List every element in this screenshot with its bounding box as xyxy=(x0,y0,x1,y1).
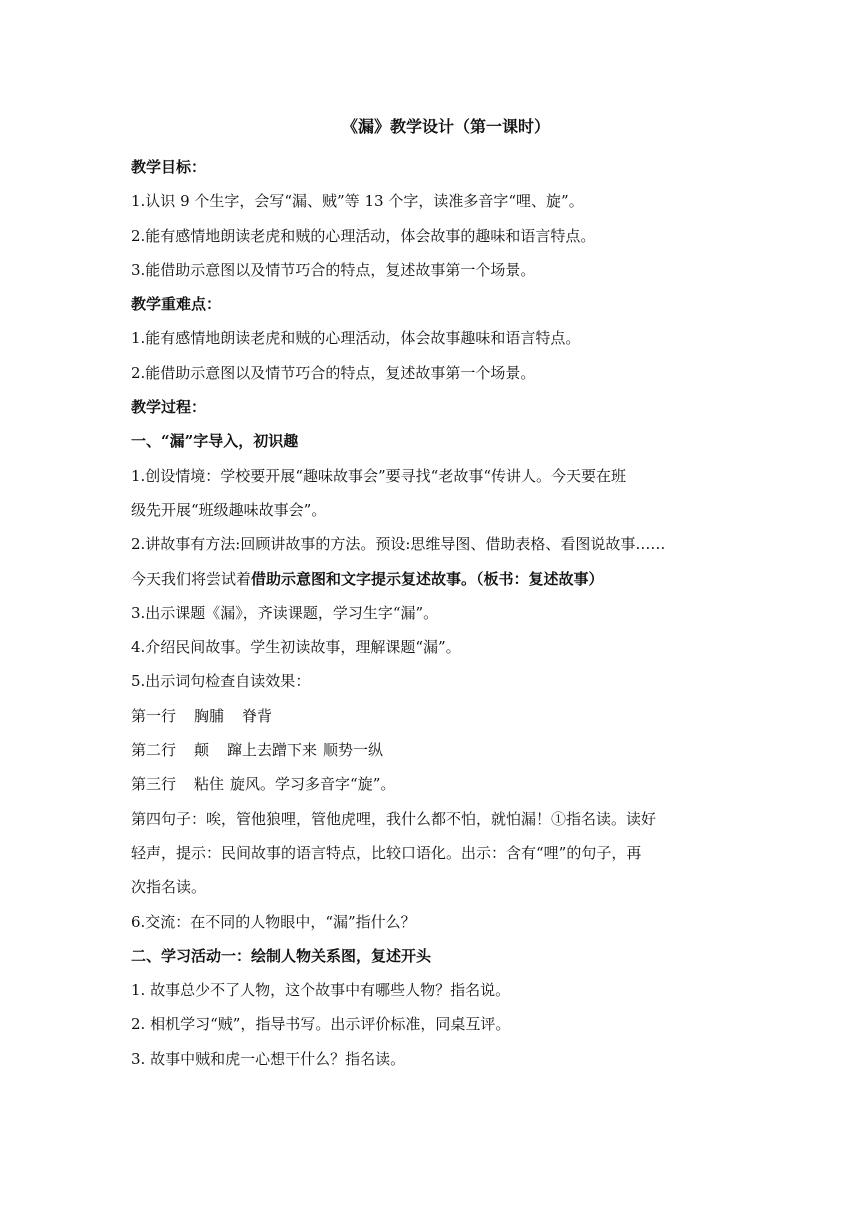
section1-item2-line2 xyxy=(131,562,731,596)
section2-item-3: 3. 故事中贼和虎一心想干什么？指名读。 xyxy=(131,1049,406,1068)
sentence-row-4-line1: 第四句子：唉，管他狼哩，管他虎哩，我什么都不怕，就怕漏！①指名读。读好 xyxy=(131,809,657,828)
word-row-1-word-1: 胸脯 xyxy=(194,706,225,725)
word-row-1-label: 第一行 xyxy=(131,706,177,725)
goals-heading: 教学目标： xyxy=(131,158,207,176)
word-row-2-word-3: 顺势一纵 xyxy=(323,741,384,760)
section1-item5: 5.出示词句检查自读效果： xyxy=(131,672,311,691)
key-point-item-1: 1.能有感情地朗读老虎和贼的心理活动，体会故事趣味和语言特点。 xyxy=(131,329,581,348)
section1-item2-line1: 2.讲故事有方法:回顾讲故事的方法。预设:思维导图、借助表格、看图说故事…… xyxy=(131,535,666,554)
section1-item2-text: 今天我们将尝试着 xyxy=(131,569,252,588)
word-row-2-word-2: 蹿上去蹭下来 xyxy=(227,741,318,760)
section1-item1-line2: 级先开展“班级趣味故事会”。 xyxy=(131,500,327,519)
page-title: 《漏》教学设计（第一课时） xyxy=(341,117,550,136)
word-row-3-word-2: 旋风。学习多音字“旋”。 xyxy=(230,775,396,794)
key-point-item-2: 2.能借助示意图以及情节巧合的特点，复述故事第一个场景。 xyxy=(131,363,536,382)
goal-item-1: 1.认识 9 个生字，会写“漏、贼”等 13 个字，读准多音字“哩、旋”。 xyxy=(131,192,584,211)
process-heading: 教学过程： xyxy=(131,398,207,417)
word-row-1 xyxy=(131,699,731,733)
word-row-3 xyxy=(131,767,731,801)
document-page xyxy=(131,116,731,1076)
word-row-2 xyxy=(131,733,731,767)
section1-item4: 4.介绍民间故事。学生初读故事，理解课题“漏”。 xyxy=(131,638,461,657)
sentence-row-4-line3: 次指名读。 xyxy=(131,878,207,897)
word-row-2-label: 第二行 xyxy=(131,741,177,760)
section2-heading: 二、学习活动一：绘制人物关系图，复述开头 xyxy=(131,946,432,965)
section2-item-2: 2. 相机学习“贼”，指导书写。出示评价标准，同桌互评。 xyxy=(131,1015,511,1034)
section1-item2-emphasis: 借助示意图和文字提示复述故事。（板书：复述故事） xyxy=(251,569,604,588)
word-row-2-word-1: 颠 xyxy=(194,741,210,760)
word-row-3-word-1: 粘住 xyxy=(194,775,225,794)
key-points-heading: 教学重难点： xyxy=(131,295,222,314)
section1-heading: 一、“漏”字导入，初识趣 xyxy=(131,432,299,451)
goal-item-2: 2.能有感情地朗读老虎和贼的心理活动，体会故事的趣味和语言特点。 xyxy=(131,226,596,245)
goal-item-3: 3.能借助示意图以及情节巧合的特点，复述故事第一个场景。 xyxy=(131,260,536,279)
section1-item3: 3.出示课题《漏》，齐读课题，学习生字“漏”。 xyxy=(131,603,439,622)
section2-item-1: 1. 故事总少不了人物，这个故事中有哪些人物？指名说。 xyxy=(131,981,511,1000)
section1-item1-line1: 1.创设情境：学校要开展“趣味故事会”要寻找“老故事“传讲人。今天要在班 xyxy=(131,466,626,485)
section1-item6: 6.交流：在不同的人物眼中，“漏”指什么？ xyxy=(131,912,416,931)
word-row-3-label: 第三行 xyxy=(131,775,177,794)
word-row-1-word-2: 脊背 xyxy=(242,706,273,725)
sentence-row-4-line2: 轻声，提示：民间故事的语言特点，比较口语化。出示：含有“哩”的句子，再 xyxy=(131,843,642,862)
